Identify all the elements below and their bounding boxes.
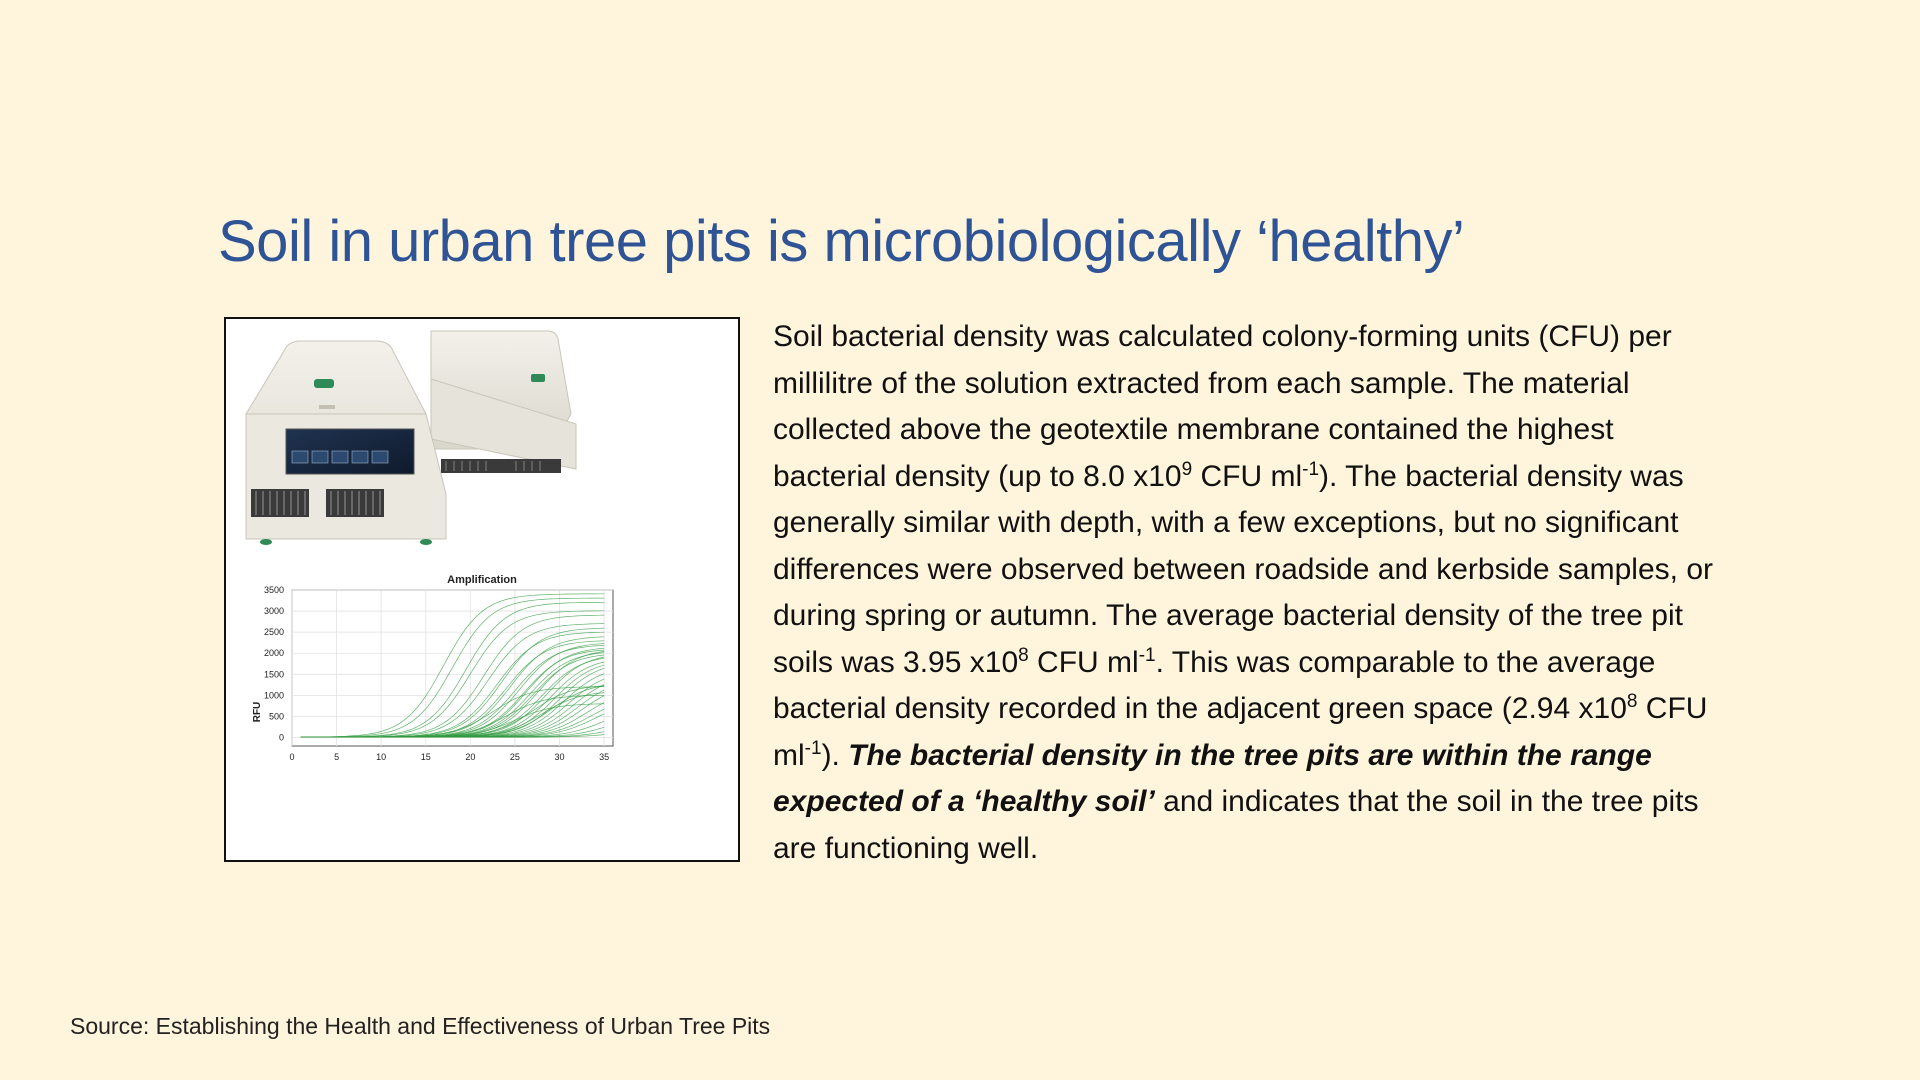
x-tick-label: 30 [554, 752, 565, 762]
x-tick-label: 10 [376, 752, 387, 762]
qpcr-figure-svg [226, 319, 738, 860]
body-emphasis: The bacterial density in the tree pits are within the range expected of a ‘healthy soil’ [773, 738, 1652, 818]
y-tick-label: 3000 [263, 606, 284, 617]
qpcr-instrument-back-illustration [431, 331, 576, 473]
y-tick-label: 500 [268, 711, 284, 722]
amplification-plot [252, 574, 613, 762]
y-tick-label: 2000 [263, 648, 284, 659]
x-tick-label: 25 [509, 752, 520, 762]
x-tick-label: 5 [334, 752, 340, 762]
x-tick-label: 35 [599, 752, 610, 762]
x-tick-label: 20 [465, 752, 476, 762]
y-tick-label: 3500 [263, 585, 284, 595]
x-tick-label: 15 [420, 752, 431, 762]
y-tick-label: 1000 [263, 690, 284, 701]
source-citation: Source: Establishing the Health and Effectiveness of Urban Tree Pits [70, 1013, 771, 1039]
y-tick-label: 1500 [263, 669, 284, 680]
x-tick-label: 0 [289, 752, 295, 762]
body-paragraph: Soil bacterial density was calculated colony-forming units (CFU) per millilitre of the solution extracted from each sample. The material collected above the geotextile membrane contained the highest bacterial density (up to 8.0 $x10^9$ CFU $ml^{-1}$). The bacterial density was generally similar with depth, with a few exceptions, but no significant differences were observed between roadside and kerbside samples, or during spring or autumn. The average bacterial density of the tree pit soils was 3.95 $x10^8$ CFU $ml^{-1}$. This was comparable to the average bacterial density recorded in the adjacent green space (2.94 $x10^8$ CFU $ml^{-1}$). The bacterial density in the tree pits are within the range expected of a ‘healthy soil’ and indicates that the soil in the tree pits are functioning well. [773, 320, 1713, 865]
qpcr-figure [224, 317, 740, 862]
slide-title: Soil in urban tree pits is microbiologically ‘healthy’ [218, 209, 1465, 274]
y-tick-label: 0 [278, 732, 284, 743]
qpcr-instrument-front-illustration [246, 341, 446, 545]
y-tick-label: 2500 [263, 627, 284, 638]
amplification-plot-title: Amplification [447, 574, 517, 586]
amplification-plot-ylabel: RFU [252, 701, 263, 723]
